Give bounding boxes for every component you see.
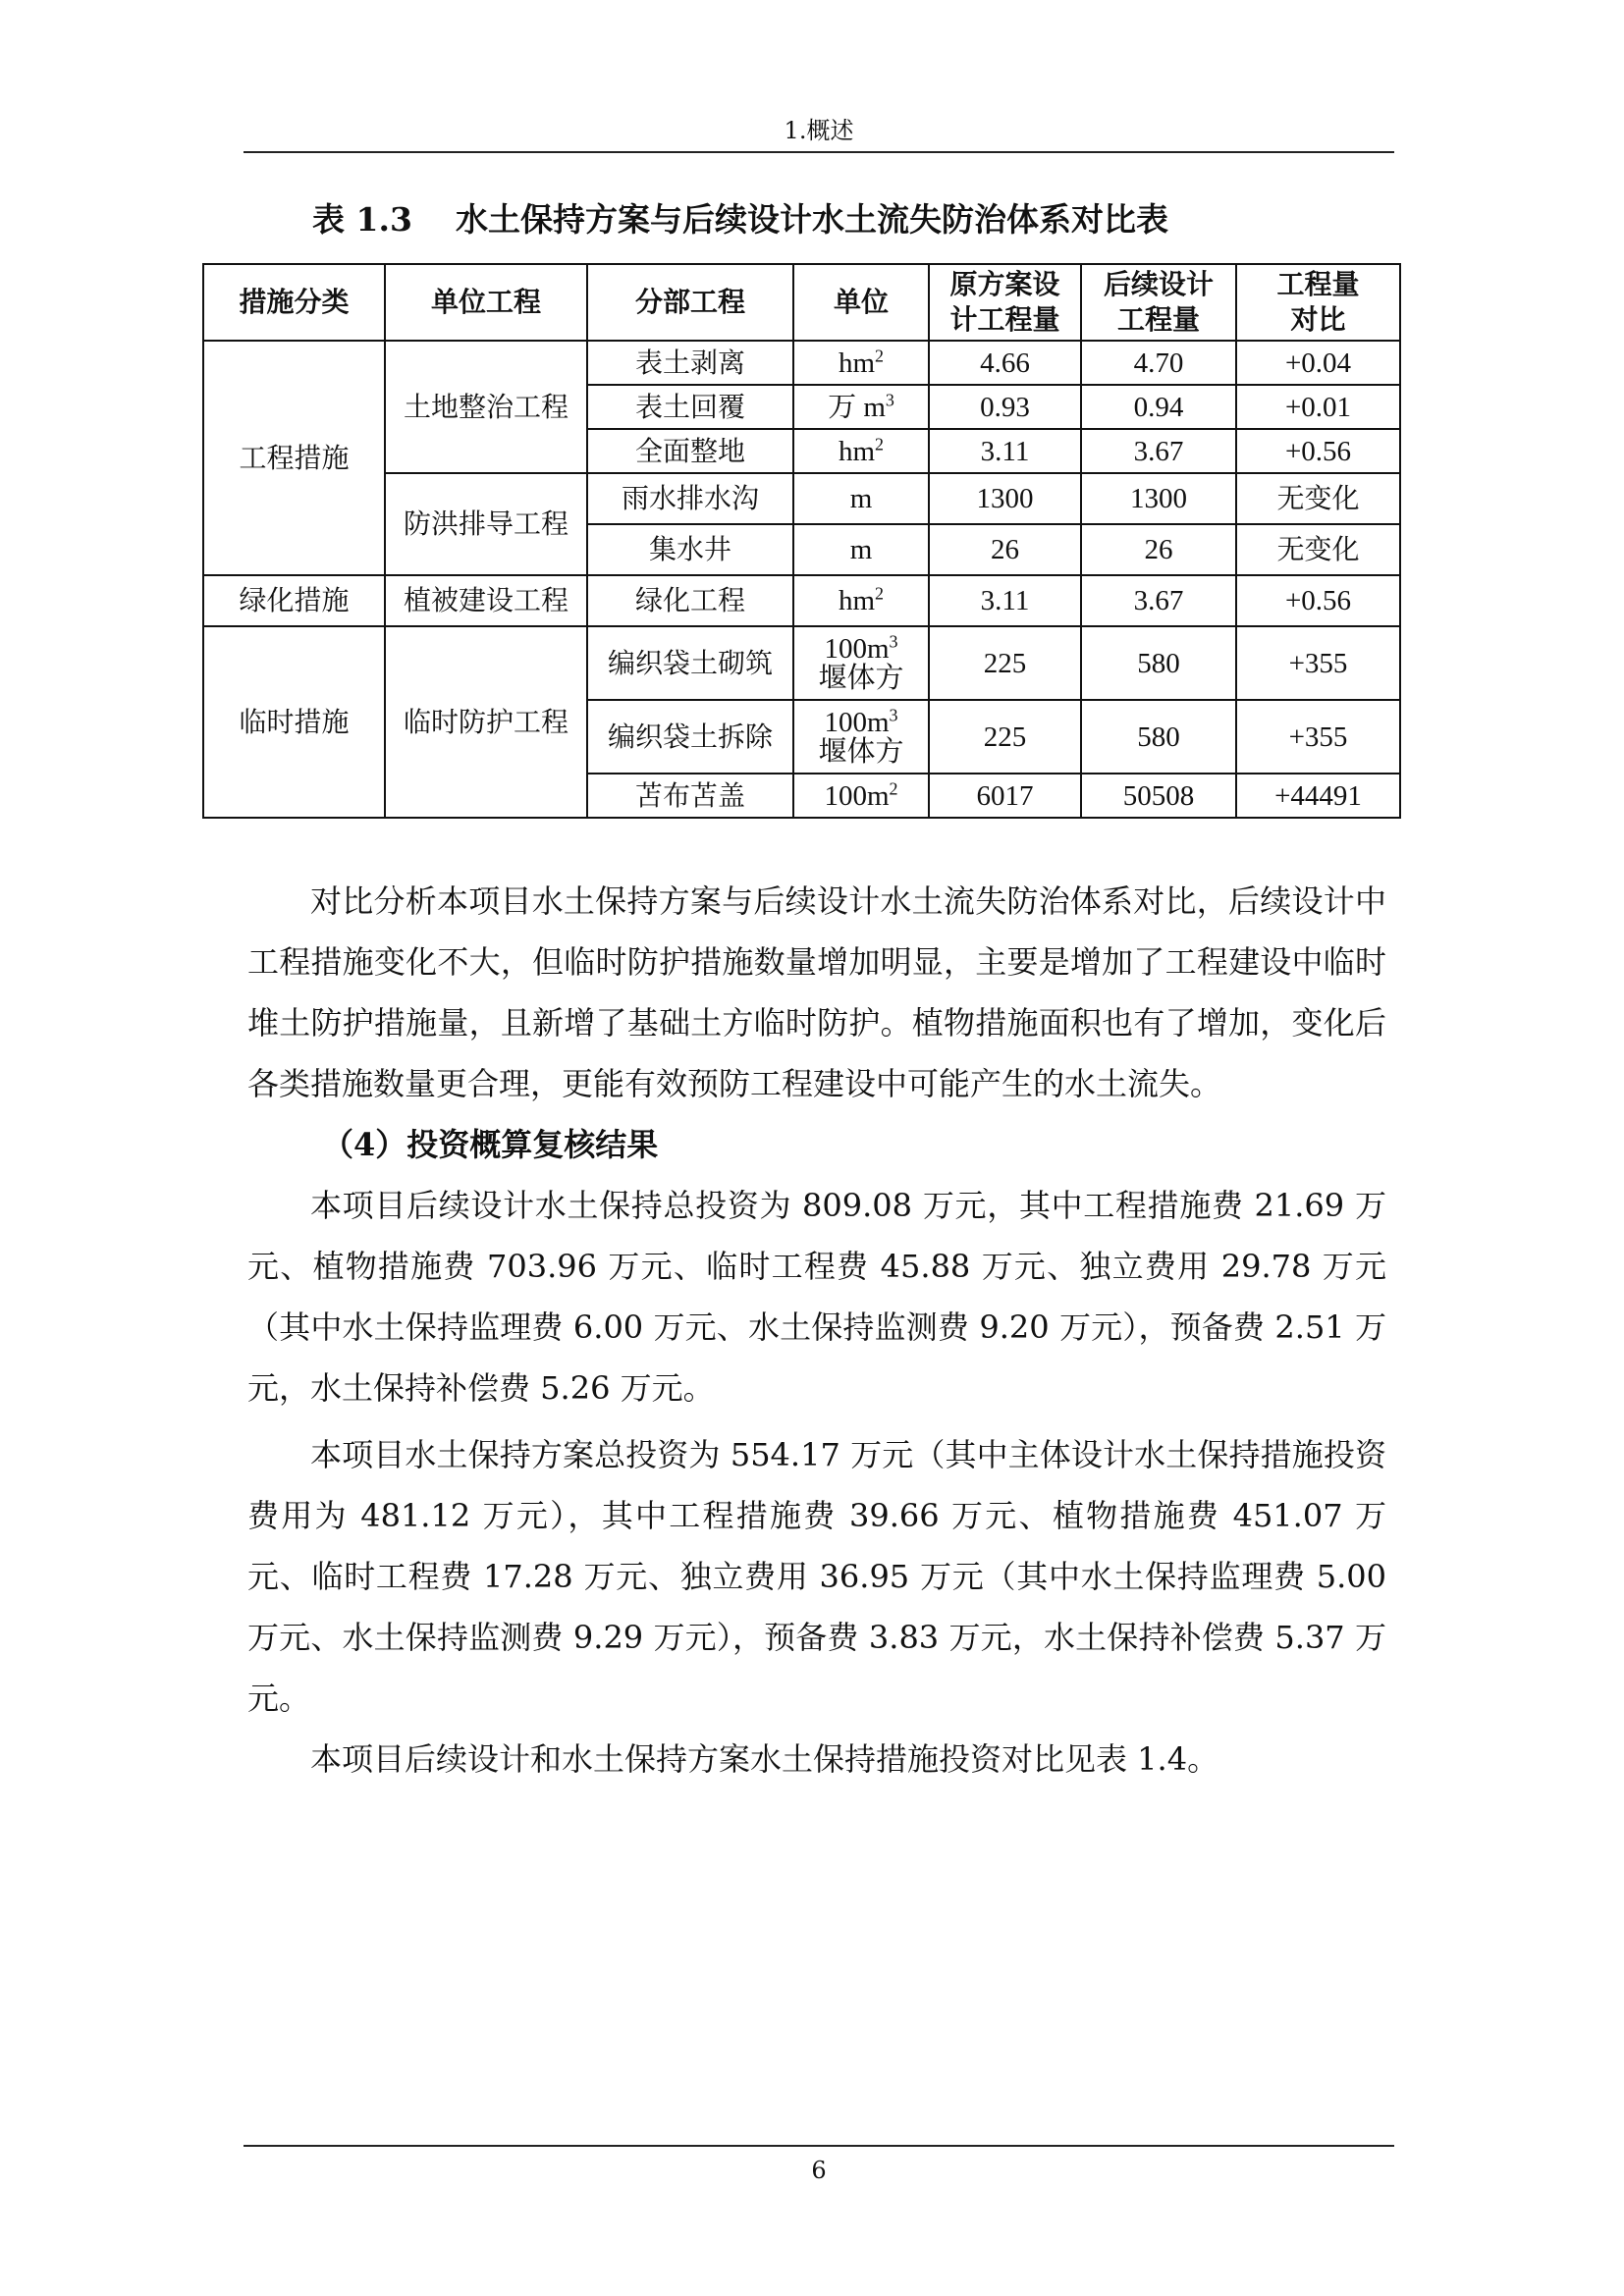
investment-subheading: （4）投资概算复核结果 bbox=[322, 1126, 659, 1163]
original-value: 26 bbox=[929, 524, 1081, 575]
plan-investment-paragraph: 本项目水土保持方案总投资为 554.17 万元（其中主体设计水土保持措施投资费用为 481.12 万元），其中工程措施费 39.66 万元、植物措施费 451.07 万元、临时工程费 17.28 万元、独立费用 36.95 万元（其中水土保持监理费 5.00 万元、水土保持监测费 9.29 万元），预备费 3.83 万元，水土保持补偿费 5.37 万元。 bbox=[247, 1436, 1386, 1717]
running-header: 1.概述 bbox=[784, 117, 854, 144]
analysis-section bbox=[247, 871, 1386, 1789]
header-sub-project: 分部工程 bbox=[587, 264, 793, 341]
original-value: 3.11 bbox=[929, 575, 1081, 626]
unit-cell: m bbox=[793, 473, 929, 524]
category-cell: 绿化措施 bbox=[203, 575, 385, 626]
comparison-reference-paragraph: 本项目后续设计和水土保持方案水土保持措施投资对比见表 1.4。 bbox=[310, 1740, 1219, 1778]
table-header-row bbox=[203, 264, 1400, 341]
unit-project-cell: 临时防护工程 bbox=[385, 626, 587, 818]
original-value: 6017 bbox=[929, 774, 1081, 818]
later-value: 0.94 bbox=[1081, 385, 1236, 429]
header-unit-project: 单位工程 bbox=[385, 264, 587, 341]
header-rule bbox=[244, 151, 1394, 153]
table-number: 表 1.3 bbox=[312, 200, 412, 239]
sub-project-cell: 绿化工程 bbox=[587, 575, 793, 626]
original-value: 4.66 bbox=[929, 341, 1081, 385]
unit-cell: $hm^2$ bbox=[793, 341, 929, 385]
unit-project-cell: 植被建设工程 bbox=[385, 575, 587, 626]
unit-cell: $100m^2$ bbox=[793, 774, 929, 818]
table-row bbox=[203, 341, 1400, 385]
category-cell: 临时措施 bbox=[203, 626, 385, 818]
unit-cell: $hm^2$ bbox=[793, 429, 929, 473]
header-original: 原方案设 计工程量 bbox=[929, 264, 1081, 341]
later-value: 580 bbox=[1081, 626, 1236, 700]
table-row bbox=[203, 626, 1400, 700]
diff-value: 无变化 bbox=[1236, 473, 1400, 524]
unit-cell: $100m^3$ 堰体方 bbox=[793, 626, 929, 700]
diff-value: +0.01 bbox=[1236, 385, 1400, 429]
diff-value: +355 bbox=[1236, 626, 1400, 700]
sub-project-cell: 编织袋土砌筑 bbox=[587, 626, 793, 700]
unit-cell: m bbox=[793, 524, 929, 575]
original-value: 225 bbox=[929, 626, 1081, 700]
header-diff: 工程量 对比 bbox=[1236, 264, 1400, 341]
header-category: 措施分类 bbox=[203, 264, 385, 341]
later-value: 3.67 bbox=[1081, 575, 1236, 626]
later-value: 3.67 bbox=[1081, 429, 1236, 473]
diff-value: +0.56 bbox=[1236, 575, 1400, 626]
unit-cell: $100m^3$ 堰体方 bbox=[793, 700, 929, 774]
table-title: 水土保持方案与后续设计水土流失防治体系对比表 bbox=[456, 200, 1168, 239]
header-later: 后续设计 工程量 bbox=[1081, 264, 1236, 341]
later-value: 26 bbox=[1081, 524, 1236, 575]
original-value: 225 bbox=[929, 700, 1081, 774]
table-row bbox=[203, 575, 1400, 626]
unit-cell: $hm^2$ bbox=[793, 575, 929, 626]
unit-project-cell: 防洪排导工程 bbox=[385, 473, 587, 575]
unit-project-cell: 土地整治工程 bbox=[385, 341, 587, 473]
page-number: 6 bbox=[811, 2157, 827, 2184]
sub-project-cell: 集水井 bbox=[587, 524, 793, 575]
later-investment-paragraph: 本项目后续设计水土保持总投资为 809.08 万元，其中工程措施费 21.69 万元、植物措施费 703.96 万元、临时工程费 45.88 万元、独立费用 29.78 万元（其中水土保持监理费 6.00 万元、水土保持监测费 9.20 万元），预备费 2.51 万元，水土保持补偿费 5.26 万元。 bbox=[247, 1187, 1386, 1407]
sub-project-cell: 苫布苫盖 bbox=[587, 774, 793, 818]
later-value: 50508 bbox=[1081, 774, 1236, 818]
sub-project-cell: 编织袋土拆除 bbox=[587, 700, 793, 774]
footer-rule bbox=[244, 2145, 1394, 2147]
later-value: 580 bbox=[1081, 700, 1236, 774]
original-value: 1300 bbox=[929, 473, 1081, 524]
analysis-paragraph: 对比分析本项目水土保持方案与后续设计水土流失防治体系对比，后续设计中工程措施变化不大，但临时防护措施数量增加明显，主要是增加了工程建设中临时堆土防护措施量，且新增了基础土方临时防护。植物措施面积也有了增加，变化后各类措施数量更合理，更能有效预防工程建设中可能产生的水土流失。 bbox=[247, 882, 1386, 1102]
sub-project-cell: 表土回覆 bbox=[587, 385, 793, 429]
sub-project-cell: 全面整地 bbox=[587, 429, 793, 473]
later-value: 4.70 bbox=[1081, 341, 1236, 385]
diff-value: +44491 bbox=[1236, 774, 1400, 818]
table-caption bbox=[312, 196, 1168, 243]
diff-value: +355 bbox=[1236, 700, 1400, 774]
sub-project-cell: 雨水排水沟 bbox=[587, 473, 793, 524]
original-value: 0.93 bbox=[929, 385, 1081, 429]
later-value: 1300 bbox=[1081, 473, 1236, 524]
diff-value: 无变化 bbox=[1236, 524, 1400, 575]
diff-value: +0.56 bbox=[1236, 429, 1400, 473]
comparison-table bbox=[202, 263, 1401, 819]
original-value: 3.11 bbox=[929, 429, 1081, 473]
sub-project-cell: 表土剥离 bbox=[587, 341, 793, 385]
unit-cell: 万 $m^3$ bbox=[793, 385, 929, 429]
diff-value: +0.04 bbox=[1236, 341, 1400, 385]
header-unit: 单位 bbox=[793, 264, 929, 341]
category-cell: 工程措施 bbox=[203, 341, 385, 575]
